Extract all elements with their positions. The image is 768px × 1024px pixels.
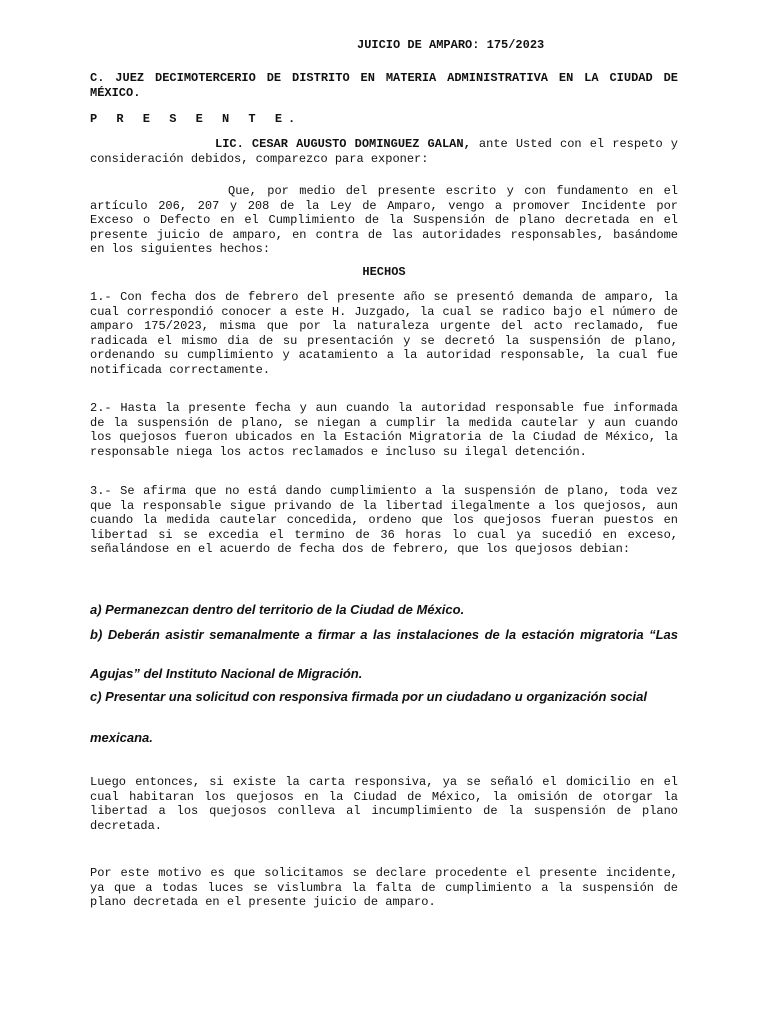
petition-paragraph <box>90 184 678 257</box>
hecho-1: 1.- Con fecha dos de febrero del presente año se presentó demanda de amparo, la cual correspondió conocer a este H. Juzgado, la cual se radico bajo el número de amparo 175/2023, misma que por la naturaleza urgente del acto reclamado, fue radicada el mismo dia de su presentación y se decretó la suspensión de plano, ordenando su cumplimiento y acatamiento a la autoridad responsable, la cual fue notificada correctamente. <box>90 290 678 377</box>
condition-a: a) Permanezcan dentro del territorio de la Ciudad de México. <box>90 602 465 617</box>
case-number: JUICIO DE AMPARO: 175/2023 <box>357 38 545 52</box>
addressee: C. JUEZ DECIMOTERCERIO DE DISTRITO EN MATERIA ADMINISTRATIVA EN LA CIUDAD DE MÉXICO. <box>90 71 678 100</box>
condition-c <box>90 689 678 704</box>
hecho-3: 3.- Se afirma que no está dando cumplimiento a la suspensión de plano, toda vez que la responsable sigue privando de la libertad ilegalmente a los quejosos, aun cuando la medida cautelar concedida, ordeno que los quejosos fueran puestos en libertad si se excedia el termino de 36 horas lo cual ya sucedió en exceso, señalándose en el acuerdo de fecha dos de febrero, que los quejosos debian: <box>90 484 678 556</box>
intro-paragraph <box>90 137 678 166</box>
condition-c-line2: mexicana. <box>90 730 153 745</box>
condition-b-line2: Agujas” del Instituto Nacional de Migración. <box>90 666 363 681</box>
lawyer-name: LIC. CESAR AUGUSTO DOMINGUEZ GALAN, <box>215 137 471 151</box>
condition-b-line1: b) Deberán asistir semanalmente a firmar a las instalaciones de la estación migratoria “Las <box>90 627 678 642</box>
condition-b <box>90 627 678 642</box>
hechos-title: HECHOS <box>362 265 406 279</box>
closing-paragraph-2: Por este motivo es que solicitamos se declare procedente el presente incidente, ya que a todas luces se vislumbra la falta de cumplimiento a la suspensión de plano decretada en el presente juicio de amparo. <box>90 866 678 909</box>
intro-text: ante Usted con el respeto y consideración debidos, comparezco para exponer: <box>90 137 679 166</box>
closing-paragraph-1: Luego entonces, si existe la carta responsiva, ya se señaló el domicilio en el cual habitaran los quejosos en la Ciudad de México, la omisión de otorgar la libertad a los quejosos conlleva al incumplimiento de la suspensión de plano decretada. <box>90 775 678 833</box>
petition-text: Que, por medio del presente escrito y con fundamento en el artículo 206, 207 y 208 de la Ley de Amparo, vengo a promover Incidente por Exceso o Defecto en el Cumplimiento de la Suspensión de plano decretada en el presente juicio de amparo, en contra de las autoridades responsables, basándome en los siguientes hechos: <box>90 184 678 256</box>
hecho-2: 2.- Hasta la presente fecha y aun cuando la autoridad responsable fue informada de la suspensión de plano, se niegan a cumplir la medida cautelar y aun cuando los quejosos fueron ubicados en la Estación Migratoria de la Ciudad de México, la responsable niega los actos reclamados e incluso su ilegal detención. <box>90 401 678 459</box>
condition-c-line1: c) Presentar una solicitud con responsiva firmada por un ciudadano u organización social <box>90 689 647 704</box>
presente-heading: P R E S E N T E. <box>90 112 302 126</box>
